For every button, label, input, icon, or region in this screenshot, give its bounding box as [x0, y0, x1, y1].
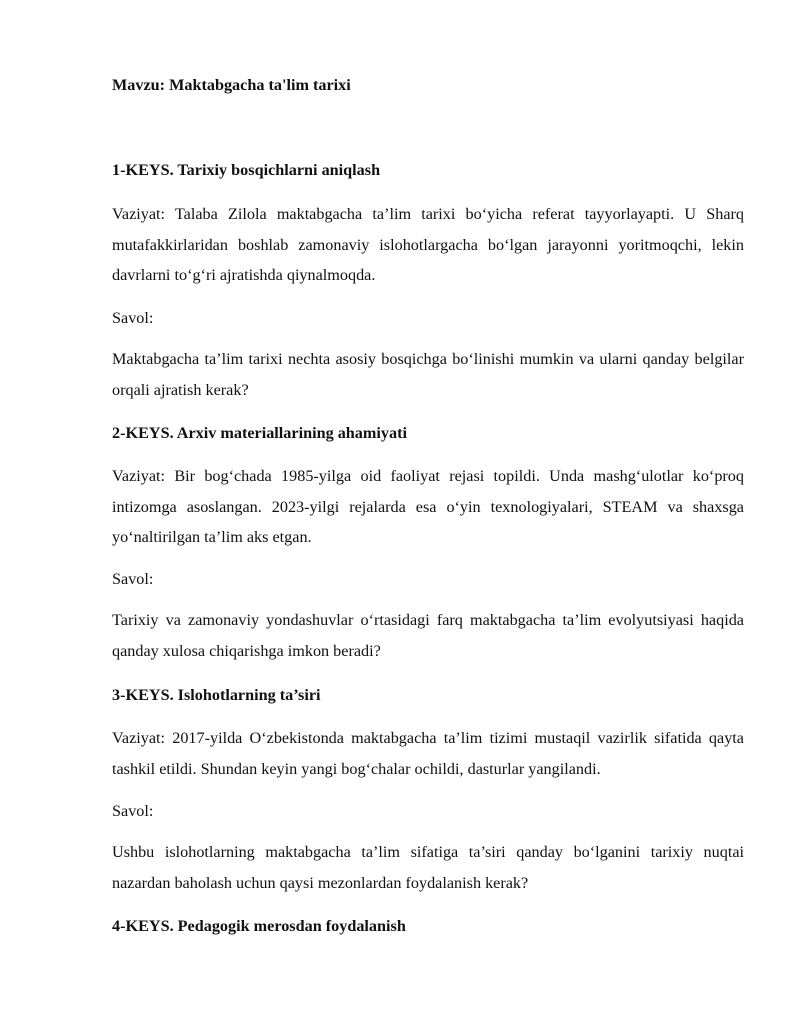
case-3-question-label: Savol: — [112, 802, 154, 820]
case-2-question-label: Savol: — [112, 570, 154, 588]
case-1-question-label: Savol: — [112, 309, 154, 327]
case-3-question: Ushbu islohotlarning maktabgacha ta’lim sifatiga ta’siri qanday bo‘lganini tarixiy nuqtai nazardan baholash uchun qaysi mezonlardan foydalanish kerak? — [112, 843, 744, 892]
case-2-question: Tarixiy va zamonaviy yondashuvlar o‘rtasidagi farq maktabgacha ta’lim evolyutsiyasi haqida qanday xulosa chiqarishga imkon beradi? — [112, 611, 744, 660]
case-3-situation: Vaziyat: 2017-yilda O‘zbekistonda maktabgacha ta’lim tizimi mustaqil vazirlik sifatida qayta tashkil etildi. Shundan keyin yangi bog‘chalar ochildi, dasturlar yangilandi. — [112, 729, 744, 778]
case-1-situation: Vaziyat: Talaba Zilola maktabgacha ta’lim tarixi bo‘yicha referat tayyorlayapti. U Sharq mutafakkirlaridan boshlab zamonaviy islohotlargacha bo‘lgan jarayonni yoritmoqchi, lekin davrlarni to‘g‘ri ajratishda qiynalmoqda. — [112, 205, 744, 284]
case-3-heading: 3-KEYS. Islohotlarning ta’siri — [112, 686, 321, 704]
case-1-question: Maktabgacha ta’lim tarixi nechta asosiy bosqichga bo‘linishi mumkin va ularni qanday belgilar orqali ajratish kerak? — [112, 350, 744, 399]
case-2-heading: 2-KEYS. Arxiv materiallarining ahamiyati — [112, 424, 407, 442]
case-1-heading: 1-KEYS. Tarixiy bosqichlarni aniqlash — [112, 161, 381, 179]
case-4-heading: 4-KEYS. Pedagogik merosdan foydalanish — [112, 917, 406, 935]
document-title: Mavzu: Maktabgacha ta'lim tarixi — [112, 76, 351, 94]
case-2-situation: Vaziyat: Bir bog‘chada 1985-yilga oid faoliyat rejasi topildi. Unda mashg‘ulotlar ko‘proq intizomga asoslangan. 2023-yilgi rejalarda esa o‘yin texnologiyalari, STEAM va shaxsga yo‘naltirilgan ta’lim aks etgan. — [112, 467, 744, 546]
